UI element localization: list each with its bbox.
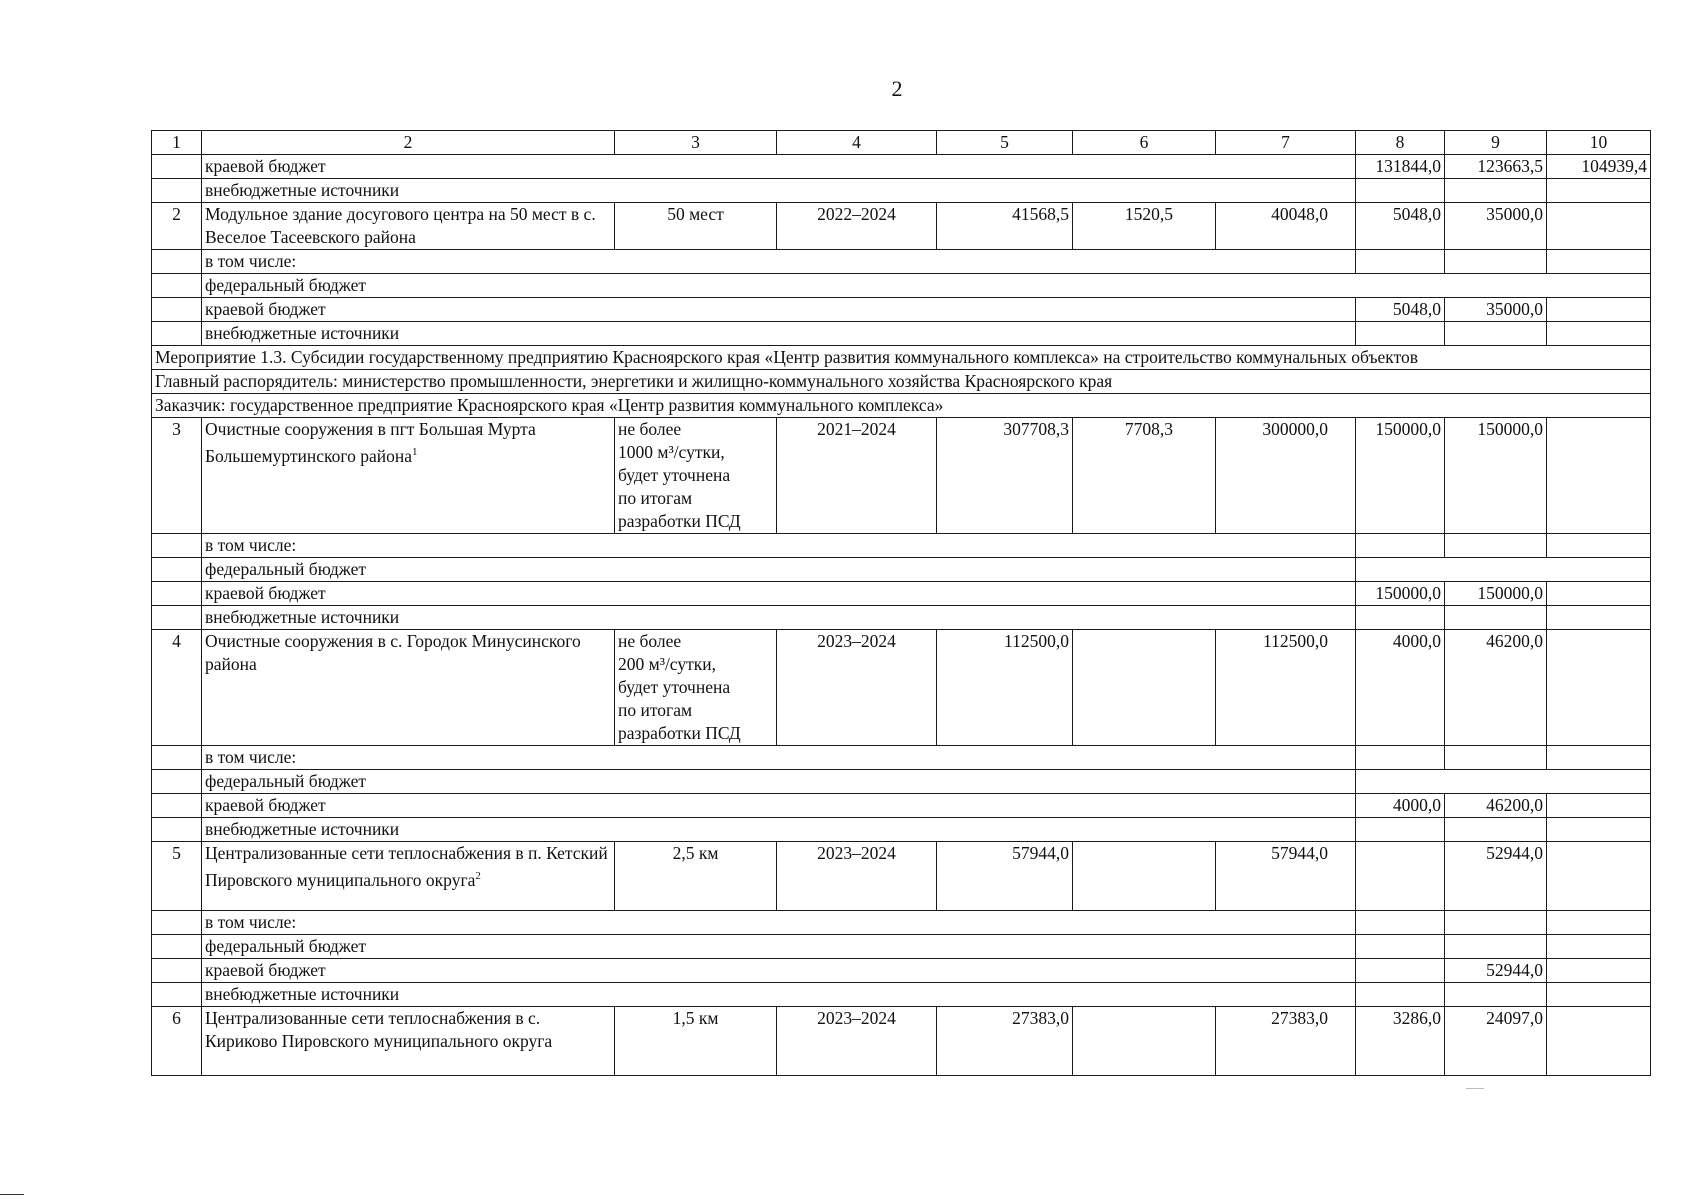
value-cell: 150000,0 bbox=[1445, 418, 1547, 534]
funding-row-offbudget bbox=[152, 983, 1651, 1007]
funding-row-including bbox=[152, 250, 1651, 274]
funding-row-federal bbox=[152, 770, 1651, 794]
funding-label: федеральный бюджет bbox=[202, 558, 1356, 582]
funding-row-federal bbox=[152, 558, 1651, 582]
object-number: 5 bbox=[152, 842, 202, 911]
header-cell: 8 bbox=[1356, 131, 1445, 155]
header-cell: 6 bbox=[1073, 131, 1216, 155]
value-cell: 57944,0 bbox=[1216, 842, 1356, 911]
funding-label: краевой бюджет bbox=[202, 959, 1356, 983]
page-number: 2 bbox=[891, 76, 903, 101]
measure-title: Мероприятие 1.3. Субсидии государственному предприятию Красноярского края «Центр развития коммунального комплекса» на строительство коммунальных объектов bbox=[152, 346, 1651, 370]
budget-table bbox=[151, 130, 1651, 1076]
value-cell: 27383,0 bbox=[1216, 1007, 1356, 1076]
funding-row-including bbox=[152, 911, 1651, 935]
measure-manager: Главный распорядитель: министерство промышленности, энергетики и жилищно-коммунального хозяйства Красноярского края bbox=[152, 370, 1651, 394]
object-number: 3 bbox=[152, 418, 202, 534]
value-cell: 150000,0 bbox=[1445, 582, 1547, 606]
funding-label: краевой бюджет bbox=[202, 582, 1356, 606]
value-cell bbox=[1547, 630, 1651, 746]
object-capacity: 1,5 км bbox=[615, 1007, 777, 1076]
value-cell: 123663,5 bbox=[1445, 155, 1547, 179]
footnote-marker: 1 bbox=[412, 446, 418, 458]
header-cell: 1 bbox=[152, 131, 202, 155]
object-years: 2022–2024 bbox=[777, 203, 937, 250]
header-cell: 10 bbox=[1547, 131, 1651, 155]
header-cell: 3 bbox=[615, 131, 777, 155]
value-cell bbox=[1547, 298, 1651, 322]
funding-label: внебюджетные источники bbox=[202, 818, 1356, 842]
header-cell: 9 bbox=[1445, 131, 1547, 155]
value-cell: 46200,0 bbox=[1445, 794, 1547, 818]
value-cell: 131844,0 bbox=[1356, 155, 1445, 179]
measure-title-row bbox=[152, 346, 1651, 370]
funding-label: в том числе: bbox=[202, 534, 1356, 558]
scan-corner-mark bbox=[0, 1194, 24, 1195]
value-cell: 46200,0 bbox=[1445, 630, 1547, 746]
object-years: 2021–2024 bbox=[777, 418, 937, 534]
value-cell bbox=[1547, 203, 1651, 250]
value-cell bbox=[1073, 1007, 1216, 1076]
funding-label: внебюджетные источники bbox=[202, 983, 1356, 1007]
object-capacity: не более 1000 м³/сутки, будет уточнена по итогам разработки ПСД bbox=[615, 418, 777, 534]
measure-manager-row bbox=[152, 370, 1651, 394]
funding-row-offbudget bbox=[152, 818, 1651, 842]
table-header-row bbox=[152, 131, 1651, 155]
funding-row-federal bbox=[152, 935, 1651, 959]
object-row bbox=[152, 1007, 1651, 1076]
value-cell: 112500,0 bbox=[1216, 630, 1356, 746]
header-cell: 4 bbox=[777, 131, 937, 155]
value-cell: 41568,5 bbox=[937, 203, 1073, 250]
value-cell: 52944,0 bbox=[1445, 959, 1547, 983]
funding-label: федеральный бюджет bbox=[202, 770, 1356, 794]
value-cell: 40048,0 bbox=[1216, 203, 1356, 250]
object-number: 2 bbox=[152, 203, 202, 250]
funding-label: краевой бюджет bbox=[202, 155, 1356, 179]
funding-row-including bbox=[152, 534, 1651, 558]
value-cell: 52944,0 bbox=[1445, 842, 1547, 911]
object-name: Модульное здание досугового центра на 50 мест в с. Веселое Тасеевского района bbox=[202, 203, 615, 250]
funding-label: внебюджетные источники bbox=[202, 322, 1356, 346]
value-cell bbox=[1356, 959, 1445, 983]
funding-label: внебюджетные источники bbox=[202, 179, 1356, 203]
object-capacity: 50 мест bbox=[615, 203, 777, 250]
object-number: 4 bbox=[152, 630, 202, 746]
object-name-cell bbox=[202, 418, 615, 534]
funding-label: внебюджетные источники bbox=[202, 606, 1356, 630]
header-cell: 7 bbox=[1216, 131, 1356, 155]
funding-row-regional bbox=[152, 794, 1651, 818]
value-cell: 4000,0 bbox=[1356, 630, 1445, 746]
value-cell bbox=[1547, 959, 1651, 983]
value-cell: 150000,0 bbox=[1356, 418, 1445, 534]
funding-label: в том числе: bbox=[202, 911, 1356, 935]
value-cell bbox=[1073, 842, 1216, 911]
object-capacity: 2,5 км bbox=[615, 842, 777, 911]
value-cell: 1520,5 bbox=[1073, 203, 1216, 250]
value-cell bbox=[1073, 630, 1216, 746]
footnote-marker: 2 bbox=[475, 870, 481, 882]
measure-customer: Заказчик: государственное предприятие Красноярского края «Центр развития коммунального комплекса» bbox=[152, 394, 1651, 418]
value-cell: 300000,0 bbox=[1216, 418, 1356, 534]
object-row bbox=[152, 418, 1651, 534]
funding-row-including bbox=[152, 746, 1651, 770]
object-years: 2023–2024 bbox=[777, 630, 937, 746]
object-row bbox=[152, 842, 1651, 911]
funding-row-offbudget bbox=[152, 606, 1651, 630]
object-name: Очистные сооружения в пгт Большая Мурта Большемуртинского района bbox=[205, 419, 536, 466]
header-cell: 2 bbox=[202, 131, 615, 155]
value-cell: 5048,0 bbox=[1356, 298, 1445, 322]
funding-row-regional bbox=[152, 155, 1651, 179]
value-cell bbox=[1547, 418, 1651, 534]
value-cell: 150000,0 bbox=[1356, 582, 1445, 606]
value-cell: 7708,3 bbox=[1073, 418, 1216, 534]
measure-customer-row bbox=[152, 394, 1651, 418]
object-name: Централизованные сети теплоснабжения в с. Кириково Пировского муниципального округа bbox=[202, 1007, 615, 1076]
funding-row-regional bbox=[152, 582, 1651, 606]
value-cell bbox=[1547, 582, 1651, 606]
funding-row-offbudget bbox=[152, 322, 1651, 346]
value-cell: 24097,0 bbox=[1445, 1007, 1547, 1076]
funding-label: федеральный бюджет bbox=[202, 274, 1651, 298]
value-cell: 112500,0 bbox=[937, 630, 1073, 746]
value-cell bbox=[1547, 842, 1651, 911]
value-cell: 35000,0 bbox=[1445, 298, 1547, 322]
value-cell: 57944,0 bbox=[937, 842, 1073, 911]
value-cell: 307708,3 bbox=[937, 418, 1073, 534]
funding-label: федеральный бюджет bbox=[202, 935, 1356, 959]
funding-label: краевой бюджет bbox=[202, 794, 1356, 818]
value-cell bbox=[1547, 794, 1651, 818]
funding-row-regional bbox=[152, 298, 1651, 322]
value-cell bbox=[1356, 842, 1445, 911]
funding-row-federal bbox=[152, 274, 1651, 298]
value-cell: 27383,0 bbox=[937, 1007, 1073, 1076]
value-cell: 3286,0 bbox=[1356, 1007, 1445, 1076]
value-cell: 5048,0 bbox=[1356, 203, 1445, 250]
funding-row-offbudget bbox=[152, 179, 1651, 203]
object-row bbox=[152, 203, 1651, 250]
object-capacity: не более 200 м³/сутки, будет уточнена по итогам разработки ПСД bbox=[615, 630, 777, 746]
scan-mark bbox=[1466, 1088, 1484, 1089]
object-number: 6 bbox=[152, 1007, 202, 1076]
value-cell: 35000,0 bbox=[1445, 203, 1547, 250]
funding-label: в том числе: bbox=[202, 250, 1356, 274]
object-name-cell bbox=[202, 842, 615, 911]
object-name: Очистные сооружения в с. Городок Минусинского района bbox=[202, 630, 615, 746]
funding-label: краевой бюджет bbox=[202, 298, 1356, 322]
header-cell: 5 bbox=[937, 131, 1073, 155]
object-years: 2023–2024 bbox=[777, 1007, 937, 1076]
funding-label: в том числе: bbox=[202, 746, 1356, 770]
funding-row-regional bbox=[152, 959, 1651, 983]
value-cell bbox=[1547, 1007, 1651, 1076]
value-cell: 104939,4 bbox=[1547, 155, 1651, 179]
object-years: 2023–2024 bbox=[777, 842, 937, 911]
value-cell: 4000,0 bbox=[1356, 794, 1445, 818]
object-name: Централизованные сети теплоснабжения в п. Кетский Пировского муниципального округа bbox=[205, 843, 608, 890]
object-row bbox=[152, 630, 1651, 746]
